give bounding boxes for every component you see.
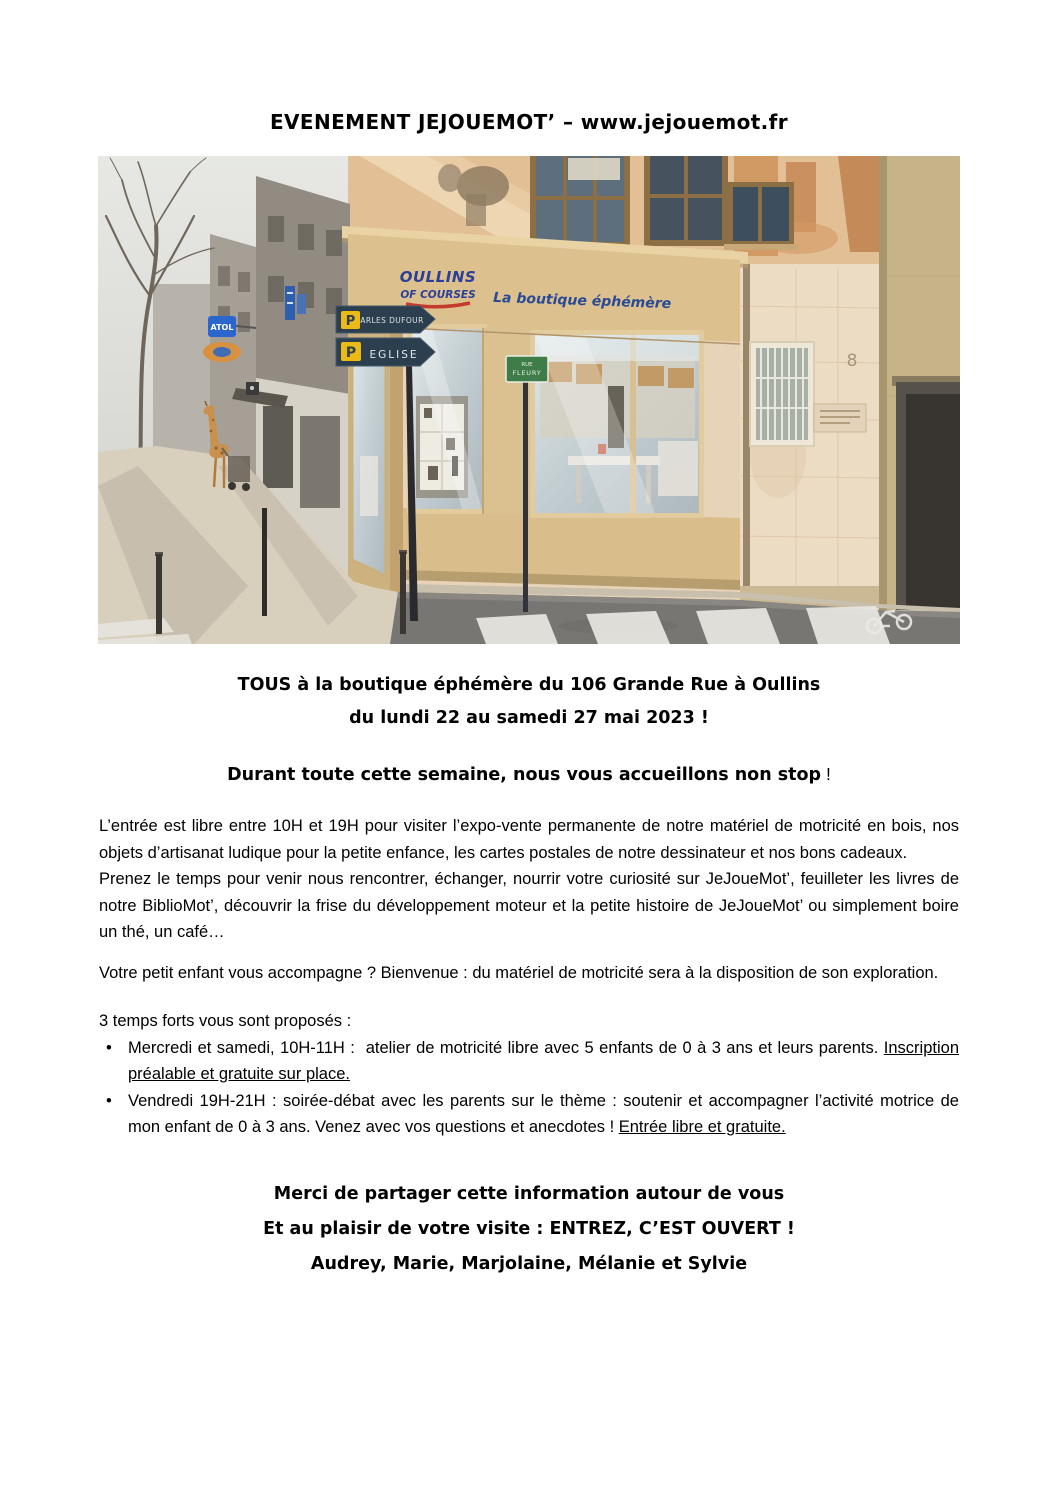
mural-window-1	[530, 156, 630, 248]
shop-banner: La boutique éphémère	[492, 289, 672, 313]
barred-window	[750, 342, 814, 446]
direction-sign-1-label: ARLES DUFOUR	[360, 316, 424, 325]
paragraph-child: Votre petit enfant vous accompagne ? Bienvenue : du matériel de motricité sera à la disposition de son exploration.	[99, 963, 939, 982]
week-heading	[0, 758, 1058, 792]
debate-text: Vendredi 19H-21H : soirée-débat avec les parents sur le thème : soutenir et accompagner l’activité motrice de mon enfant de 0 à 3 ans. Venez avec vos questions et anecdotes !	[128, 1091, 959, 1136]
parking-letter-2: P	[345, 345, 357, 361]
right-building	[879, 156, 960, 610]
list-item-debate	[99, 1088, 959, 1141]
closing-line1: Merci de partager cette information autour de vous	[273, 1183, 785, 1204]
parking-letter-1: P	[345, 314, 356, 329]
street-sign-line1: RUE	[521, 362, 533, 368]
intro-block	[99, 813, 959, 946]
street-sign-line2: FLEURY	[512, 369, 542, 377]
event-heading	[0, 669, 1058, 735]
body-text	[99, 813, 959, 1141]
direction-sign-2-label: EGLISE	[369, 349, 419, 361]
workshop-text: Mercredi et samedi, 10H-11H : atelier de motricité libre avec 5 enfants de 0 à 3 ans et leurs parents.	[128, 1038, 884, 1057]
storefront-photo-svg	[98, 156, 960, 644]
list-intro: 3 temps forts vous sont proposés :	[99, 1012, 352, 1030]
direction-sign-arles-dufour	[336, 306, 435, 333]
shop-logo-line1: OULLINS	[399, 268, 477, 286]
highlights-list	[99, 1035, 959, 1141]
closing-block	[0, 1177, 1058, 1282]
mural-window-3	[724, 182, 798, 250]
debate-underlined: Entrée libre et gratuite.	[618, 1118, 786, 1136]
event-heading-line1: TOUS à la boutique éphémère du 106 Grande Rue à Oullins	[237, 675, 821, 695]
shop-logo-line2: OF COURSES	[400, 289, 476, 301]
shop-window-right	[530, 330, 704, 518]
street-name-sign	[506, 356, 548, 382]
workshop-underlined: Inscription préalable et gratuite sur place.	[128, 1038, 959, 1083]
paragraph-entry: L’entrée est libre entre 10H et 19H pour visiter l’expo-vente permanente de notre matériel de motricité en bois, nos objets d’artisanat ludique pour la petite enfance, les cartes postales de notre dessinateur et nos bons cadeaux.	[99, 817, 959, 862]
closing-line2: Et au plaisir de votre visite : ENTREZ, C’EST OUVERT !	[263, 1218, 795, 1239]
week-heading-bold: Durant toute cette semaine, nous vous accueillons non stop	[227, 765, 822, 785]
closing-line3: Audrey, Marie, Marjolaine, Mélanie et Sylvie	[310, 1253, 748, 1274]
atol-sign-label: ATOL	[210, 323, 234, 332]
pale-wall	[740, 264, 879, 608]
house-number: 8	[846, 351, 858, 371]
paragraph-meet: Prenez le temps pour venir nous rencontrer, échanger, nourrir votre curiosité sur JeJoueMot’, feuilleter les livres de notre BiblioMot’, découvrir la frise du développement moteur et la petite histoire de JeJoueMot’ ou simplement boire un thé, un café…	[99, 870, 959, 941]
week-heading-exclamation: !	[821, 764, 831, 784]
direction-sign-eglise	[336, 338, 435, 366]
list-item-workshop	[99, 1035, 959, 1088]
storefront-photo	[98, 156, 960, 644]
page-title: EVENEMENT JEJOUEMOT’ – www.jejouemot.fr	[269, 110, 789, 134]
wall-plaque	[814, 404, 866, 432]
mural-window-2	[644, 156, 728, 246]
event-heading-line2: du lundi 22 au samedi 27 mai 2023 !	[349, 708, 709, 728]
